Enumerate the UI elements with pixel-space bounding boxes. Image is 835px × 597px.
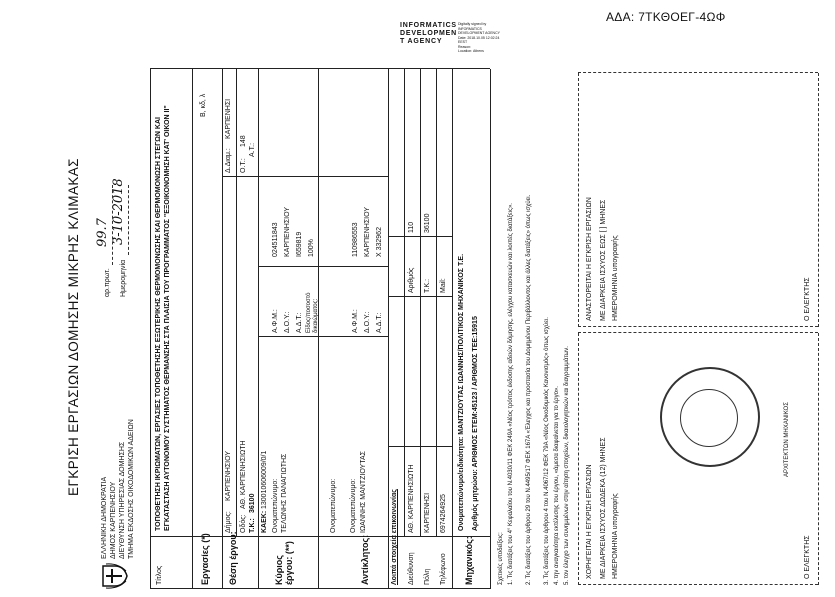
sub-line: INFORMATICS [458, 26, 482, 31]
row-line [150, 69, 151, 589]
col-line [150, 588, 490, 589]
document-sheet [60, 60, 832, 597]
antiklitos-onom-label: Ονοματεπώνυμο: [350, 478, 357, 533]
header-left [100, 419, 136, 559]
kaek-value: 130010606009/0/1 [261, 450, 268, 509]
pososto-label: Είδος/ποσοστό δικαιώματος: [306, 292, 319, 333]
sign-left-line2: ΗΜΕΡΟΜΗΝΙΑ υπογραφής [612, 493, 619, 579]
sign-box-border [578, 326, 818, 327]
poli-value: ΚΑΡΠΕΝΗΣΙ [424, 492, 431, 533]
mixanikos-line1: Ονοματεπώνυμο/ειδικότητα: ΜΑΝΤΖΙΟΥΤΑΣ ΙΩΑΝΝΗΣ/ΠΟΛΙΤΙΚΟΣ ΜΗΧΑΝΙΚΟΣ Τ.Ε. [458, 253, 465, 531]
sub-line: Reason: [458, 44, 472, 49]
sign-box-border [578, 584, 818, 585]
adt-label: Α.Δ.Τ.: [296, 312, 303, 333]
ot-value: 148 [240, 135, 247, 147]
adt2: Χ 332962 [376, 227, 383, 257]
doy-label: Δ.Ο.Υ.: [284, 311, 291, 333]
sign-right-line2: ΗΜΕΡΟΜΗΝΙΑ υπογραφής [612, 235, 619, 321]
sign-left-name: ΑΡΧΙΤΕΚΤΩΝ ΜΗΧΑΝΙΚΟΣ [784, 402, 790, 477]
agency-line: INFORMATICS [400, 22, 457, 29]
header-line: ΕΛΛΗΝΙΚΗ ΔΗΜΟΚΡΑΤΙΑ [101, 476, 108, 559]
header-line: ΔΙΕΥΘΥΝΣΗ ΥΠΗΡΕΣΙΑΣ ΔΟΜΗΣΗΣ [119, 441, 126, 559]
dimos-label: Δήμος: [225, 511, 232, 533]
agency-line: DEVELOPMEN [400, 30, 458, 37]
note-4: 4. την αναγκαιότητα εκτέλεσης του έργου, «άμεσα διαφαίνεται για το έργο». [554, 386, 560, 585]
sub-line: Digitally signed by [458, 22, 487, 26]
row-line [436, 69, 437, 537]
sign-box-border [818, 73, 819, 327]
odos-label: Οδός: [240, 514, 247, 533]
row-line [452, 69, 453, 589]
notes-title: Σχετικές υποδείξεις: [498, 532, 504, 585]
onom-label-2: Ονοματεπώνυμο: [330, 478, 337, 533]
ot-label: Ο.Τ.: [240, 158, 247, 173]
sign-right-title: ΑΝΑΣΤΟΡΕΙΤΑΙ Η ΕΓΚΡΙΣΗ ΕΡΓΑΣΙΩΝ [586, 197, 593, 321]
doy1: ΚΑΡΠΕΝΗΣΙΟΥ [284, 206, 291, 257]
row-line [222, 69, 223, 589]
adt-label-2: Α.Δ.Τ.: [376, 312, 383, 333]
dieyth-value: ΑΘ. ΚΑΡΠΕΝΗΣΙΩΤΗ [408, 464, 415, 533]
row-line [404, 69, 405, 537]
dd-label: Δ.Διαμ.: [225, 148, 232, 173]
onom-label: Ονοματεπώνυμο: [272, 478, 279, 533]
prot-dotted [112, 185, 113, 265]
header-line: ΔΗΜΟΣ ΚΑΡΠΕΝΗΣΙΟΥ [110, 481, 117, 559]
sign-left-line1: ΜΕ ΔΙΑΡΚΕΙΑ ΙΣΧΥΟΣ ΔΩΔΕΚΑ (12) ΜΗΝΕΣ [600, 437, 607, 579]
tk-label: Τ.Κ.: [249, 518, 256, 533]
date-label: Ημερομηνία [120, 259, 127, 297]
titlos-text: ΤΟΠΟΘΕΤΗΣΗ ΙΚΡΙΩΜΑΤΩΝ, ΕΡΓΑΣΙΕΣ ΤΟΠΟΘΕΤΗΣΗΣ ΕΞΩΤΕΡΙΚΗΣ ΘΕΡΜΟΜΟΝΩΣΗΣ ΚΑΙ ΘΕΡΜΟΜΟΝΩΣΗ ΣΤΕΓΩΝ ΚΑΙ ΕΓΚΑΤΑΣΤΑΣΗ ΑΥΤΟΝΟΜΟΥ ΣΥΣΤΗΜΑΤΟΣ ΘΕΡΜΑΝΣΗΣ ΣΤΑ ΠΛΑΙΣΙΑ ΤΟΥ ΠΡΟΓΡΑΜΜΑΤΟΣ "ΕΞΟΙΚΟΝΟΜΗΣΗ ΚΑΤ' ΟΙΚΟΝ ΙΙ" [155, 105, 171, 531]
sub-line: DEVELOPMENT AGENCY [458, 31, 500, 35]
afm1: 024511843 [272, 222, 279, 257]
row-line [192, 69, 193, 589]
note-5: 5. τον έλεγχο των συνημμένων στην αίτηση στοιχείων, δικαιολογητικών και διαγραμμάτων. [564, 346, 570, 585]
note-3: 3. Τις διατάξεις του άρθρου 4 του Ν.4067/12 ΦΕΚ 79Α «Νέος Οικοδομικός Κανονισμός» όπως ισχύει. [544, 317, 550, 585]
official-stamp-inner [680, 389, 738, 447]
poli-label: Πόλη [424, 568, 431, 585]
kaek-label: ΚΑΕΚ: [261, 510, 268, 533]
tk2-value: 36100 [424, 213, 431, 233]
note-2: 2. Τις διατάξεις του άρθρου 29 του Ν.4495/17 ΦΕΚ 167Α «Έλεγχος και προστασία του Δομημένου Περιβάλλοντος και άλλες διατάξεις» όπως ισχύει. [526, 194, 532, 585]
col-line [258, 266, 388, 267]
erg-label: Εργασίες (*) [200, 533, 210, 585]
document-title: ΕΓΚΡΙΣΗ ΕΡΓΑΣΙΩΝ ΔΟΜΗΣΗΣ ΜΙΚΡΗΣ ΚΛΙΜΑΚΑΣ [66, 158, 81, 496]
afm-label: Α.Φ.Μ.: [272, 309, 279, 333]
note-1: 1. Τις διατάξεις του 4° Κεφαλαίου του Ν.4030/11 ΦΕΚ 249Α «Νέος τρόπος έκδοσης αδειών δόμησης, ελέγχου κατασκευών και λοιπές διατάξεις». [508, 203, 514, 585]
dd-value: ΚΑΡΠΕΝΗΣΙ [225, 98, 232, 139]
col-line [222, 176, 388, 177]
col-line [258, 336, 388, 337]
sign-left-title: ΧΟΡΗΓΕΙΤΑΙ Η ΕΓΚΡΙΣΗ ΕΡΓΑΣΙΩΝ [586, 464, 593, 579]
arithmos-label: Αριθμός [408, 267, 415, 293]
row-line [388, 69, 389, 589]
tel-value: 6974264925 [440, 494, 447, 533]
col-line [150, 68, 490, 69]
at-label: Α.Τ.: [249, 142, 256, 157]
agency-sub [458, 22, 518, 54]
odos-value: ΑΘ. ΚΑΡΠΕΝΗΣΙΩΤΗ [240, 440, 247, 509]
mail-label: Mail: [440, 278, 447, 293]
date-dotted [128, 185, 129, 255]
sign-box-border [818, 333, 819, 585]
row-line [236, 69, 237, 537]
row-line [258, 69, 259, 589]
signature-block [400, 22, 500, 53]
dimos-value: ΚΑΡΠΕΝΗΣΙΟΥ [225, 450, 232, 501]
antiklitos-label: Αντίκλητος: [360, 534, 370, 585]
mixanikos-line2: Αριθμός μητρώου: ΑΡΙΘΜΟΣ ΕΤΕΜ:45123 / ΑΡΙΘΜΟΣ ΤΕΕ:15915 [472, 316, 479, 531]
stoixeia-label: Λοιπά στοιχεία επικοινωνίας [391, 489, 398, 585]
thesi-label: Θέση έργου: [228, 531, 238, 585]
row-line [490, 69, 491, 589]
row-line [420, 69, 421, 537]
sign-right-signer: Ο ΕΛΕΓΚΤΗΣ [804, 277, 811, 321]
mixanikos-label: Μηχανικός: [464, 536, 474, 585]
kyrioi-label: Κύριος έργου: (**) [274, 541, 295, 585]
sub-line: EEST [458, 40, 468, 44]
doy-label-2: Δ.Ο.Υ.: [364, 311, 371, 333]
sign-box-border [578, 333, 579, 585]
sign-box-border [578, 73, 579, 327]
coat-of-arms-icon [100, 563, 128, 589]
afm2: 110986553 [352, 222, 359, 257]
afm-label-2: Α.Φ.Μ.: [352, 309, 359, 333]
doy2: ΚΑΡΠΕΝΗΣΙΟΥ [364, 206, 371, 257]
tk-label-2: Τ.Κ.: [424, 278, 431, 293]
sign-left-signer: Ο ΕΛΕΓΚΤΗΣ [804, 535, 811, 579]
dieyth-label: Διεύθυνση [408, 552, 415, 585]
ar-prot-label: αρ.πρωτ. [104, 268, 111, 297]
pososto1: 100% [308, 239, 315, 257]
arithmos-value: 110 [408, 221, 415, 233]
titlos-label: Τίτλος [156, 565, 163, 585]
tk-value: 36100 [249, 493, 256, 513]
owner1: ΤΕΛΩΝΗΣ ΠΑΝΑΓΙΩΤΗΣ [281, 453, 288, 533]
erg-ref: Β, κδ, λ [200, 93, 207, 117]
sub-line: Location: Athens [458, 49, 484, 53]
sign-box-border [578, 332, 818, 333]
tel-label: Τηλέφωνο [440, 553, 447, 585]
adt1: I659819 [296, 231, 303, 257]
sign-right-line1: ΜΕ ΔΙΑΡΚΕΙΑ ΙΣΧΥΟΣ ΕΩΣ [ ] ΜΗΝΕΣ [600, 199, 607, 321]
header-line: ΤΜΗΜΑ ΕΚΔΟΣΗΣ ΟΙΚΟΔΟΜΙΚΩΝ ΑΔΕΙΩΝ [128, 419, 135, 559]
sub-line: Date: 2018.10.05 12:02:24 [458, 35, 500, 40]
antiklitos-name: ΙΩΑΝΝΗΣ ΜΑΝΤΖΙΟΥΤΑΣ [360, 451, 367, 533]
date-value: 3-10-2018 [111, 178, 126, 245]
sign-box-border [578, 72, 818, 73]
ar-prot-value: 99.7 [95, 218, 110, 247]
agency-line: T AGENCY [400, 38, 443, 45]
ada-code: ΑΔΑ: 7ΤΚΘΟΕΓ-4ΩΦ [606, 10, 726, 24]
